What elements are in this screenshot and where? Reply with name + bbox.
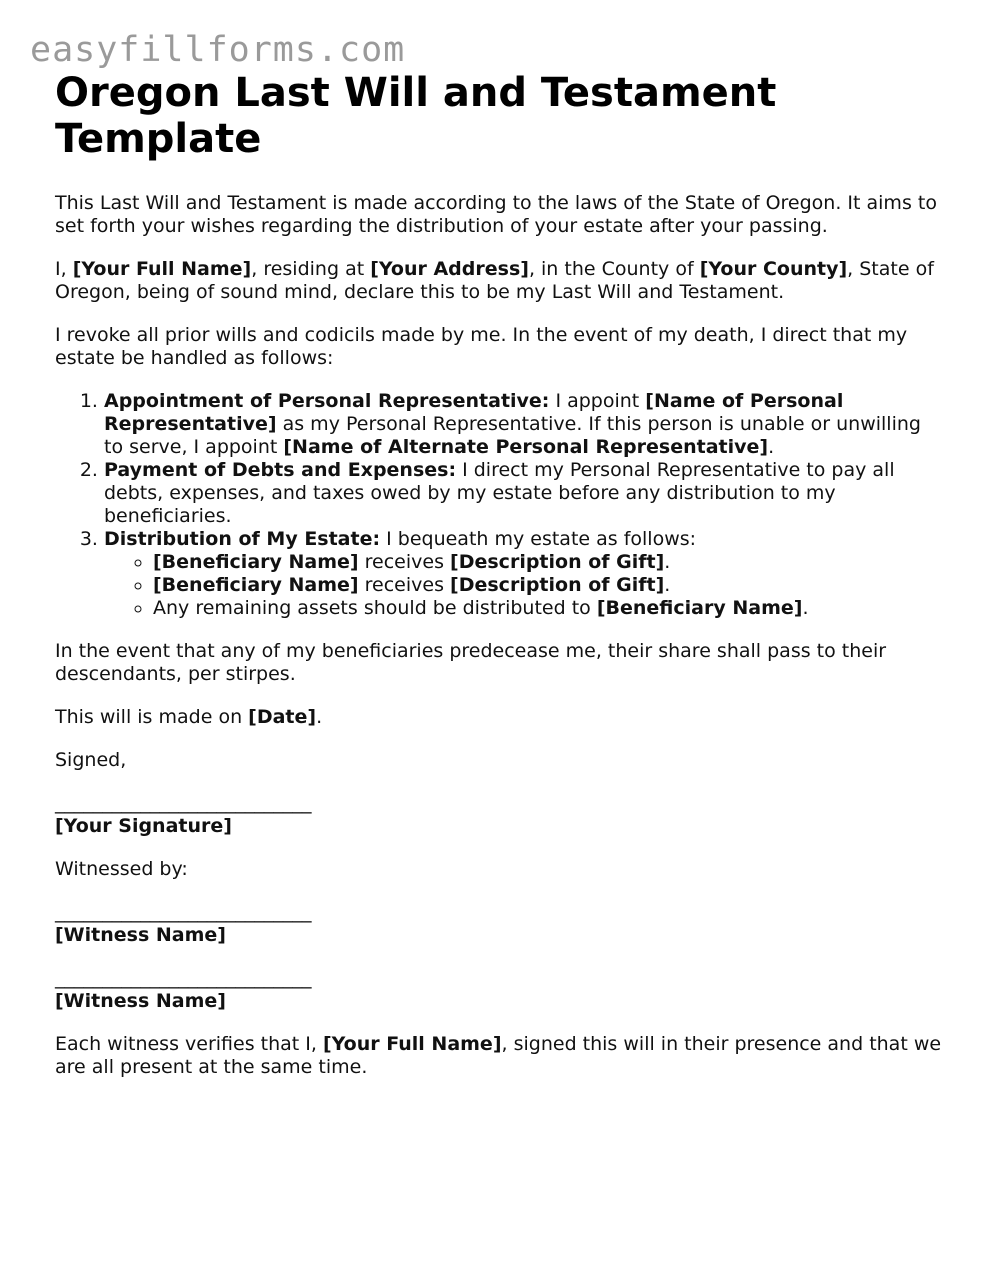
county-placeholder: [Your County] xyxy=(699,258,848,280)
your-signature-label: [Your Signature] xyxy=(55,815,232,837)
item-text: I direct my Personal Representative to pay all debts, expenses, and taxes owed by my estate before any distribution to my beneficiaries. xyxy=(104,459,895,527)
signature-line: ___________________________ xyxy=(55,792,312,814)
item-heading: Appointment of Personal Representative: xyxy=(104,390,550,412)
declaration-text-2: , residing at xyxy=(251,258,371,280)
witness-1-signature-line: ___________________________ xyxy=(55,901,312,923)
witnessed-by-label: Witnessed by: xyxy=(55,858,188,880)
gift-placeholder: [Description of Gift] xyxy=(450,574,665,596)
page-title: Oregon Last Will and Testament Template xyxy=(55,70,777,162)
gift-item xyxy=(153,551,945,574)
address-placeholder: [Your Address] xyxy=(370,258,529,280)
declaration-paragraph xyxy=(55,258,945,304)
witness-1-label: [Witness Name] xyxy=(55,924,226,946)
verification-paragraph xyxy=(55,1033,945,1079)
revoke-paragraph: I revoke all prior wills and codicils made by me. In the event of my death, I direct that my estate be handled as follows: xyxy=(55,324,908,369)
declaration-text-3: , in the County of xyxy=(528,258,700,280)
list-item xyxy=(104,459,945,528)
provisions-list xyxy=(55,390,945,620)
gift-text: . xyxy=(664,551,671,573)
verify-text-2: , signed this will in their presence and that we are all present at the same time. xyxy=(55,1033,942,1078)
date-placeholder: [Date] xyxy=(248,706,317,728)
date-paragraph xyxy=(55,706,945,729)
beneficiary-placeholder: [Beneficiary Name] xyxy=(153,574,359,596)
beneficiary-placeholder: [Beneficiary Name] xyxy=(153,551,359,573)
item-heading: Payment of Debts and Expenses: xyxy=(104,459,457,481)
item-text: . xyxy=(768,436,775,458)
descendants-paragraph: In the event that any of my beneficiaries predecease me, their share shall pass to their descendants, per stirpes. xyxy=(55,640,887,685)
declaration-text-1: I, xyxy=(55,258,73,280)
item-text: I appoint xyxy=(549,390,646,412)
gift-text: receives xyxy=(358,551,451,573)
list-item xyxy=(104,528,945,620)
gift-item xyxy=(153,597,945,620)
gift-text: receives xyxy=(358,574,451,596)
gift-text: . xyxy=(664,574,671,596)
item-text: as my Personal Representative. If this person is unable or unwilling to serve, I appoint xyxy=(104,413,921,458)
intro-paragraph: This Last Will and Testament is made according to the laws of the State of Oregon. It aims to set forth your wishes regarding the distribution of your estate after your passing. xyxy=(55,192,937,237)
verify-text-1: Each witness verifies that I, xyxy=(55,1033,323,1055)
alternate-representative-placeholder: [Name of Alternate Personal Representative] xyxy=(283,436,769,458)
beneficiary-placeholder: [Beneficiary Name] xyxy=(596,597,803,619)
document-page xyxy=(55,70,945,1079)
gift-text: Any remaining assets should be distributed to xyxy=(153,597,597,619)
item-text: I bequeath my estate as follows: xyxy=(380,528,697,550)
full-name-placeholder: [Your Full Name] xyxy=(72,258,252,280)
declaration-text-4: , State of Oregon, being of sound mind, declare this to be my Last Will and Testament. xyxy=(55,258,934,303)
signed-label: Signed, xyxy=(55,749,127,771)
witness-2-label: [Witness Name] xyxy=(55,990,226,1012)
date-text: This will is made on xyxy=(55,706,249,728)
item-heading: Distribution of My Estate: xyxy=(104,528,381,550)
gift-item xyxy=(153,574,945,597)
watermark: easyfillforms.com xyxy=(30,30,406,70)
date-text-end: . xyxy=(316,706,323,728)
representative-placeholder: [Name of Personal Representative] xyxy=(104,390,844,435)
full-name-placeholder: [Your Full Name] xyxy=(322,1033,502,1055)
gift-text: . xyxy=(802,597,809,619)
gift-placeholder: [Description of Gift] xyxy=(450,551,665,573)
list-item xyxy=(104,390,945,459)
gifts-list xyxy=(104,551,945,620)
witness-2-signature-line: ___________________________ xyxy=(55,967,312,989)
